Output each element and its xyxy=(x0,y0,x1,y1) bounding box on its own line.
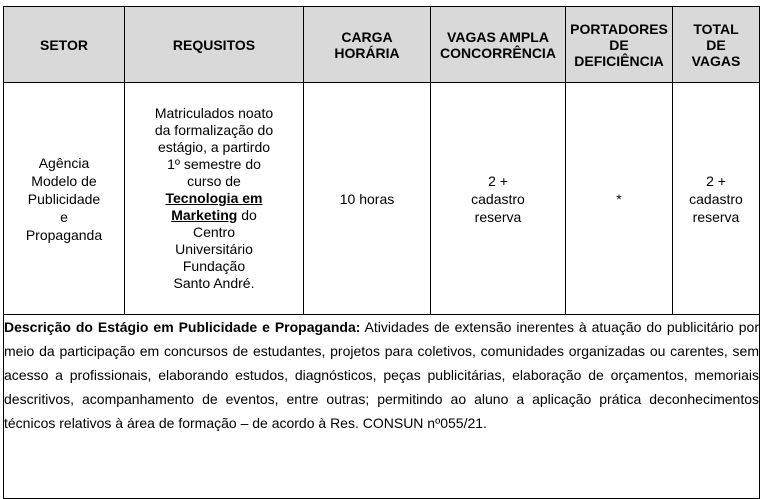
header-vagas-ampla: VAGAS AMPLA CONCORRÊNCIA xyxy=(431,7,566,83)
header-carga-horaria: CARGA HORÁRIA xyxy=(304,7,431,83)
header-setor: SETOR xyxy=(4,7,125,83)
header-total-vagas: TOTAL DE VAGAS xyxy=(673,7,760,83)
header-requisitos: REQUSITOS xyxy=(125,7,304,83)
cell-vagas-ampla: 2 + cadastro reserva xyxy=(431,83,566,315)
cell-requisitos: Matriculados noato da formalização do estágio, a partirdo 1º semestre do curso de Tecnologia em Marketing do Centro Universitário Fundação Santo André. xyxy=(125,83,304,315)
description-row xyxy=(4,315,760,499)
cell-portadores: * xyxy=(566,83,673,315)
cell-carga: 10 horas xyxy=(304,83,431,315)
cell-total-vagas: 2 + cadastro reserva xyxy=(673,83,760,315)
table-row xyxy=(4,83,760,315)
header-row xyxy=(4,7,760,83)
course-name: Marketing xyxy=(171,207,238,223)
description-title: Descrição do Estágio em Publicidade e Propaganda: xyxy=(4,319,361,335)
header-portadores: PORTADORES DE DEFICIÊNCIA xyxy=(566,7,673,83)
internship-table xyxy=(3,6,760,499)
description-text: Atividades de extensão inerentes à atuação do publicitário por meio da participação em concursos de estudantes, projetos para coletivos, comunidades organizadas ou carentes, sem acesso a profissionais, elaborando estudos, diagnósticos, peças publicitárias, elaboração de orçamentos, memoriais descritivos, acompanhamento de eventos, entre outras; permitindo ao aluno a aplicação prática deconhecimentos técnicos relativos à área de formação – de acordo à Res. CONSUN nº055/21. xyxy=(4,319,759,431)
course-name: Tecnologia em xyxy=(165,190,263,206)
cell-setor: Agência Modelo de Publicidade e Propaganda xyxy=(4,83,125,315)
description-cell xyxy=(4,315,760,499)
